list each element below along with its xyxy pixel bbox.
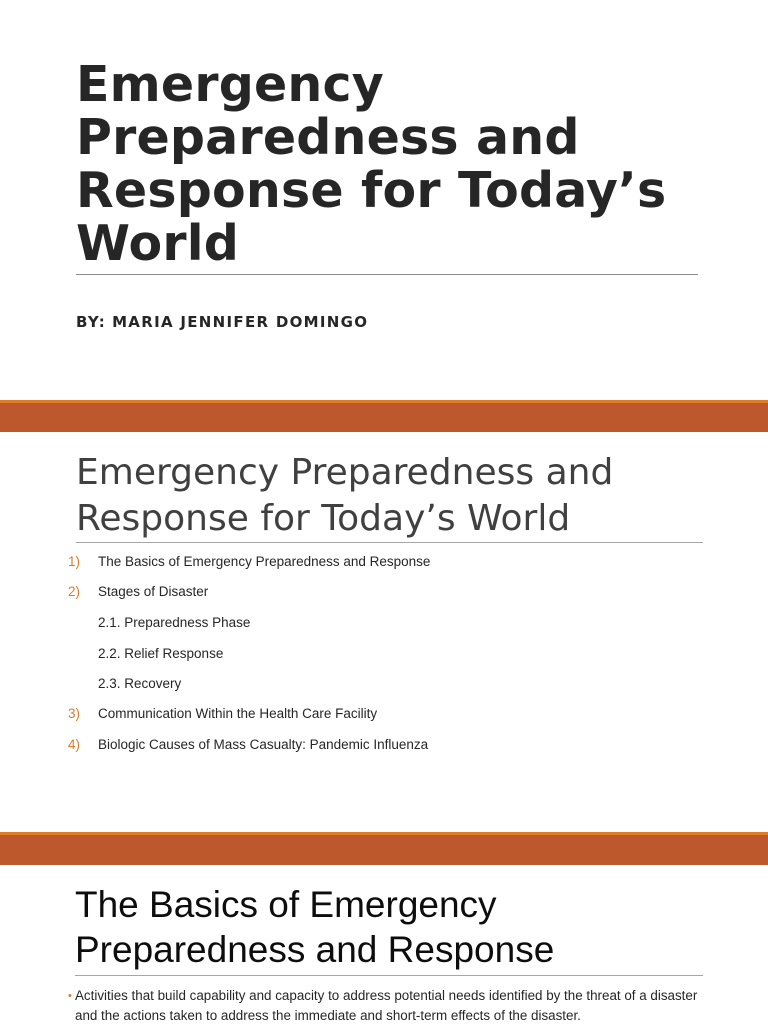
bullet-point (68, 986, 708, 1024)
list-number: 2) (68, 584, 81, 599)
list-number: 1) (68, 554, 81, 569)
basics-title: The Basics of Emergency Preparedness and Response (75, 884, 555, 970)
list-text: 2.1. Preparedness Phase (98, 615, 251, 630)
slide-title (0, 0, 768, 400)
presentation-title: Emergency Preparedness and Response for Today’s World (76, 56, 667, 272)
list-text: The Basics of Emergency Preparedness and Response (98, 554, 431, 569)
list-number: 4) (68, 737, 81, 752)
bullet-text: Activities that build capability and capacity to address potential needs identified by the threat of a disaster and the actions taken to address the immediate and short-term effects of the disaster. (75, 988, 698, 1023)
contents-title: Emergency Preparedness and Response for Today’s World (76, 452, 614, 539)
list-text: Stages of Disaster (98, 584, 209, 599)
list-number: 3) (68, 706, 81, 721)
slide-divider (0, 832, 768, 865)
slide-divider (0, 400, 768, 432)
bullet-marker-icon: • (68, 990, 72, 1002)
slide-basics (0, 865, 768, 1024)
list-text: 2.2. Relief Response (98, 646, 224, 661)
list-text: Communication Within the Health Care Facility (98, 706, 378, 721)
list-text: Biologic Causes of Mass Casualty: Pandemic Influenza (98, 737, 429, 752)
author-name: MARIA JENNIFER DOMINGO (112, 313, 369, 331)
title-underline (76, 274, 698, 275)
by-label: BY: (76, 313, 107, 331)
list-text: 2.3. Recovery (98, 676, 182, 691)
contents-title-underline (76, 542, 703, 543)
slide-contents (0, 432, 768, 832)
author-byline (76, 313, 368, 331)
basics-title-underline (75, 975, 703, 976)
